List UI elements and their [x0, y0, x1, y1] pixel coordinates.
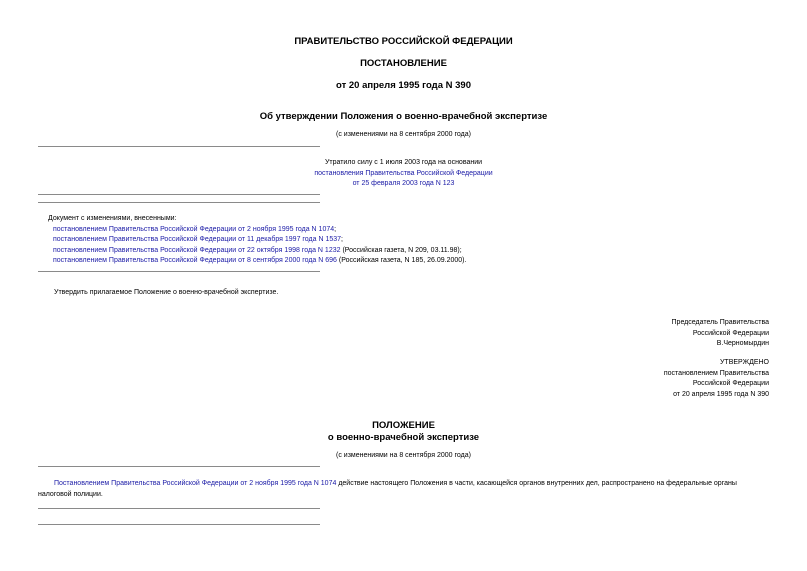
- list-item: постановлением Правительства Российской Федерации от 22 октября 1998 года N 1232 (Российская газета, N 209, 03.11.98);: [53, 246, 462, 254]
- separator: [38, 466, 320, 467]
- separator: [38, 524, 320, 525]
- lapsed-text: Утратило силу с 1 июля 2003 года на основании: [324, 159, 483, 166]
- approved-by: постановлением Правительства: [663, 369, 769, 377]
- regulation-title: ПОЛОЖЕНИЕ: [372, 420, 435, 431]
- list-item: постановлением Правительства Российской Федерации от 2 ноября 1995 года N 1074;: [53, 225, 337, 233]
- change-link-1074[interactable]: постановлением Правительства Российской Федерации от 2 ноября 1995 года N 1074: [53, 225, 335, 233]
- approved-label: УТВЕРЖДЕНО: [719, 359, 769, 366]
- signature-title: Председатель Правительства: [671, 319, 769, 326]
- separator: [38, 202, 320, 203]
- document-title: Об утверждении Положения о военно-врачебной экспертизе: [259, 111, 548, 122]
- lapsed-link-resolution[interactable]: постановления Правительства Российской Федерации: [314, 169, 493, 177]
- signature-country: Российской Федерации: [692, 329, 769, 337]
- approved-country: Российской Федерации: [692, 380, 769, 387]
- regulation-amendment-note: (с изменениями на 8 сентября 2000 года): [336, 452, 471, 459]
- org-heading: ПРАВИТЕЛЬСТВО РОССИЙСКОЙ ФЕДЕРАЦИИ: [294, 36, 513, 47]
- signature-block: [672, 318, 769, 350]
- separator: [38, 508, 320, 509]
- approved-date: от 20 апреля 1995 года N 390: [673, 390, 769, 398]
- body-paragraph: Утвердить прилагаемое Положение о военно-врачебной экспертизе.: [54, 289, 279, 296]
- lapsed-link-date[interactable]: от 25 февраля 2003 года N 123: [352, 180, 455, 187]
- approved-block: [664, 358, 769, 400]
- regulation-subtitle: о военно-врачебной экспертизе: [327, 432, 480, 443]
- change-link-696[interactable]: постановлением Правительства Российской Федерации от 8 сентября 2000 года N 696: [53, 257, 337, 264]
- lapsed-notice: [0, 158, 807, 190]
- date-number-heading: от 20 апреля 1995 года N 390: [336, 80, 471, 91]
- regulation-link-1074[interactable]: Постановлением Правительства Российской Федерации от 2 ноября 1995 года N 1074: [54, 480, 337, 487]
- separator: [38, 194, 320, 195]
- list-item: постановлением Правительства Российской Федерации от 8 сентября 2000 года N 696 (Российская газета, N 185, 26.09.2000).: [53, 257, 467, 264]
- separator: [38, 146, 320, 147]
- list-item: постановлением Правительства Российской Федерации от 11 декабря 1997 года N 1537;: [53, 236, 343, 243]
- doc-type-heading: ПОСТАНОВЛЕНИЕ: [360, 58, 447, 69]
- changes-intro: Документ с изменениями, внесенными:: [48, 215, 177, 222]
- change-link-1537[interactable]: постановлением Правительства Российской Федерации от 11 декабря 1997 года N 1537: [53, 236, 342, 243]
- signature-name: В.Черномырдин: [716, 340, 769, 347]
- changes-list: [48, 214, 466, 267]
- regulation-paragraph: Постановлением Правительства Российской Федерации от 2 ноября 1995 года N 1074 действие настоящего Положения в части, касающейся органов внутренних дел, распространено на федеральные органы налоговой полиции.: [38, 480, 737, 498]
- amendment-note: (с изменениями на 8 сентября 2000 года): [336, 131, 471, 138]
- change-link-1232[interactable]: постановлением Правительства Российской Федерации от 22 октября 1998 года N 1232: [53, 246, 341, 254]
- separator: [38, 271, 320, 272]
